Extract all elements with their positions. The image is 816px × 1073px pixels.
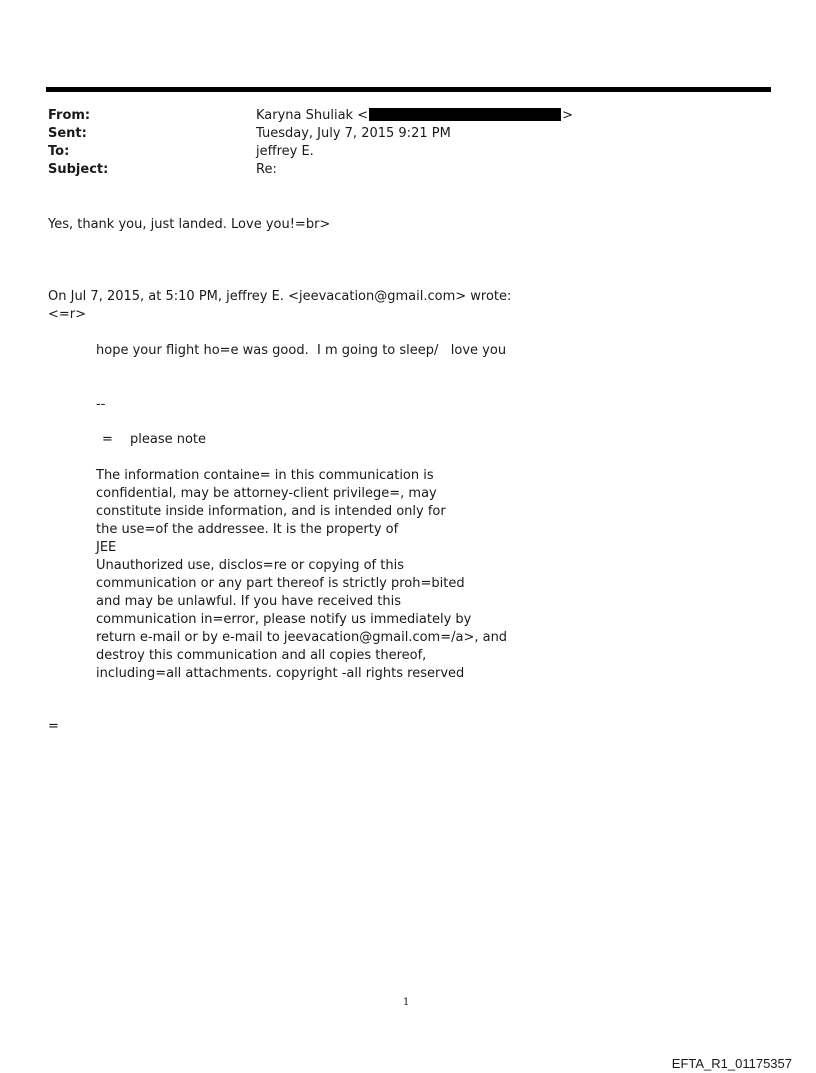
signature-dash: -- (96, 397, 106, 412)
sent-label: Sent: (48, 126, 87, 141)
disclaimer-line: return e-mail or by e-mail to jeevacation@gmail.com=/a>, and (96, 630, 508, 645)
subject-value: Re: (256, 162, 277, 177)
header-rule (46, 87, 771, 92)
sent-value: Tuesday, July 7, 2015 9:21 PM (256, 126, 451, 141)
disclaimer-line: communication in=error, please notify us immediately by (96, 612, 472, 627)
disclaimer-line: The information containe= in this communication is (96, 468, 434, 483)
quoted-message: hope your flight ho=e was good. I m going to sleep/ love you (96, 343, 507, 358)
disclaimer-line: JEE (96, 540, 117, 555)
disclaimer (96, 467, 507, 683)
disclaimer-line: including=all attachments. copyright -all rights reserved (96, 666, 465, 681)
quote-intro: On Jul 7, 2015, at 5:10 PM, jeffrey E. <jeevacation@gmail.com> wrote: (48, 289, 512, 304)
from-label: From: (48, 108, 91, 123)
page-number: 1 (403, 997, 410, 1008)
subject-label: Subject: (48, 162, 109, 177)
reply-text: Yes, thank you, just landed. Love you!=br> (48, 217, 331, 232)
trailing-equals: = (48, 719, 59, 734)
quote-tag: <=r> (48, 307, 87, 322)
bates-number: EFTA_R1_01175357 (671, 1056, 792, 1071)
from-value (256, 108, 573, 123)
to-label: To: (48, 144, 70, 159)
disclaimer-line: destroy this communication and all copies thereof, (96, 648, 427, 663)
note-heading: please note (130, 432, 207, 447)
disclaimer-line: confidential, may be attorney-client privilege=, may (96, 486, 437, 501)
to-value: jeffrey E. (256, 144, 314, 159)
from-name: Karyna Shuliak < (256, 108, 369, 123)
from-close: > (562, 108, 574, 123)
disclaimer-line: constitute inside information, and is intended only for (96, 504, 446, 519)
redacted-email (369, 108, 561, 121)
disclaimer-line: communication or any part thereof is strictly proh=bited (96, 576, 465, 591)
disclaimer-line: Unauthorized use, disclos=re or copying of this (96, 558, 404, 573)
disclaimer-line: the use=of the addressee. It is the property of (96, 522, 399, 537)
note-marker: = (102, 432, 113, 447)
disclaimer-line: and may be unlawful. If you have received this (96, 594, 402, 609)
